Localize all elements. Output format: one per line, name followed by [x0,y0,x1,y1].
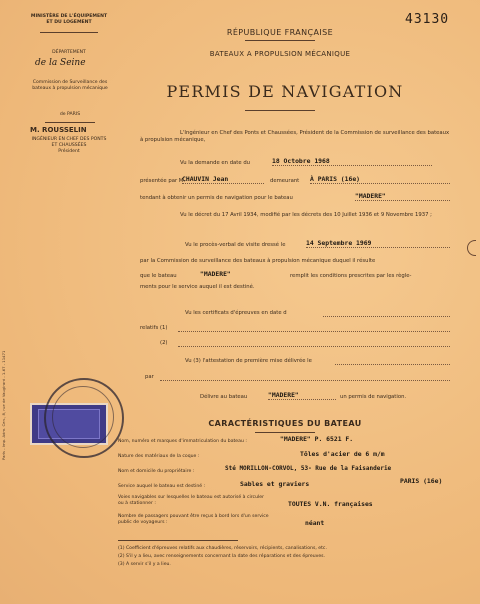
commission-label: Commission de Surveillance des bateaux à propulsion mécanique [32,80,108,91]
intro-paragraph: L'Ingénieur en Chef des Ponts et Chaussées, Président de la Commission de surveillance des bateaux à propulsion mécanique, [140,130,450,143]
applicant-city: À PARIS (16e) [310,175,450,184]
attestation-label: Vu (3) l'attestation de première mise délivrée le [185,358,312,364]
char-value-name: "MADERE" P. 6521 F. [280,435,354,443]
footnote-3: (3) A servir s'il y a lieu. [118,562,171,567]
char-label-passengers: Nombre de passagers pouvant être reçus à bord lors d'un service public de voyageurs : [118,514,269,525]
char-label-owner: Nom et domicile du propriétaire : [118,469,195,474]
department-label: DÉPARTEMENT [52,50,86,55]
attestation-par: par [145,374,154,380]
president-name: M. ROUSSELIN [30,126,87,134]
char-label-hull: Nature des matériaux de la coque : [118,454,200,459]
deliver-prefix: Délivre au bateau [200,394,248,400]
applicant-name: CHAUVIN Jean [182,175,264,184]
decree-paragraph: Vu le décret du 17 Avril 1934, modifié par les décrets des 10 Juillet 1936 et 9 Novembre 1937 ; [180,212,432,218]
residing-label: demeurant [270,178,300,184]
certificates-label: Vu les certificats d'épreuves en date d [185,310,287,316]
char-label-waterways: Voies navigables sur lesquelles le bateau est autorisé à circuler ou à stationner : [118,495,264,506]
deliver-suffix: un permis de navigation. [340,394,407,400]
printer-imprint: Paris - Imp. Adm. Cen., 8, rue de Vaugirard - 1-67 - 11471 [1,350,6,460]
republic-heading: RÉPUBLIQUE FRANÇAISE [226,28,334,37]
visit-date: 14 Septembre 1969 [306,239,450,248]
ministry-label: MINISTÈRE DE L'ÉQUIPEMENT ET DU LOGEMENT [30,14,108,25]
visit-label: Vu le procès-verbal de visite dressé le [185,242,286,248]
request-date: 18 Octobre 1968 [272,157,432,166]
binding-hole-icon [467,240,476,256]
visit-boat-prefix: que le bateau [140,273,177,279]
char-value-passengers: néant [305,519,325,527]
presented-label: présentée par M. [140,178,186,184]
visit-text-2: ments pour le service auquel il est destiné. [140,284,255,290]
char-value-owner: Sté MORILLON-CORVOL, 53- Rue de la Faisanderie [225,465,392,472]
president-role: Président [58,149,80,154]
postmark-inner [52,386,114,448]
commission-city: de PARIS [59,112,81,117]
char-value-hull: Tôles d'acier de 6 m/m [300,450,385,458]
char-value-service: Sables et graviers [240,480,310,488]
request-label: Vu la demande en date du [180,160,251,166]
visit-text: par la Commission de surveillance des bateaux à propulsion mécanique duquel il résulte [140,258,376,264]
visit-boat-suffix: remplit les conditions prescrites par les règle- [290,273,412,279]
serial-number: 43130 [405,12,450,27]
char-value-owner-city: PARIS (16e) [400,477,443,485]
char-label-service: Service auquel le bateau est destiné : [118,484,206,489]
char-label-name: Nom, numéro et marques d'immatriculation du bateau : [118,439,247,444]
char-value-waterways: TOUTES V.N. françaises [288,500,373,508]
footnote-1: (1) Coefficient d'épreuves relatifs aux chaudières, réservoirs, récipients, canalisations, etc. [118,546,327,551]
characteristics-heading: CARACTÉRISTIQUES DU BATEAU [208,419,362,428]
certificates-item-2: (2) [160,340,168,346]
boat-name-request: "MADERE" [355,192,450,201]
footnote-2: (2) S'il y a lieu, avec renseignements concernant la date des réparations et des épreuves. [118,554,326,559]
visit-boat-name: "MADERE" [200,270,231,278]
aim-label: tendant à obtenir un permis de navigation pour le bateau [140,195,293,201]
page-title: PERMIS DE NAVIGATION [166,82,404,101]
certificates-relatif: relatifs (1) [140,325,168,331]
department-value: de la Seine [35,58,86,68]
subtitle: BATEAUX A PROPULSION MÉCANIQUE [209,50,351,58]
president-title: INGÉNIEUR EN CHEF DES PONTS ET CHAUSSÉES [31,137,107,148]
deliver-boat: "MADERE" [268,391,336,400]
